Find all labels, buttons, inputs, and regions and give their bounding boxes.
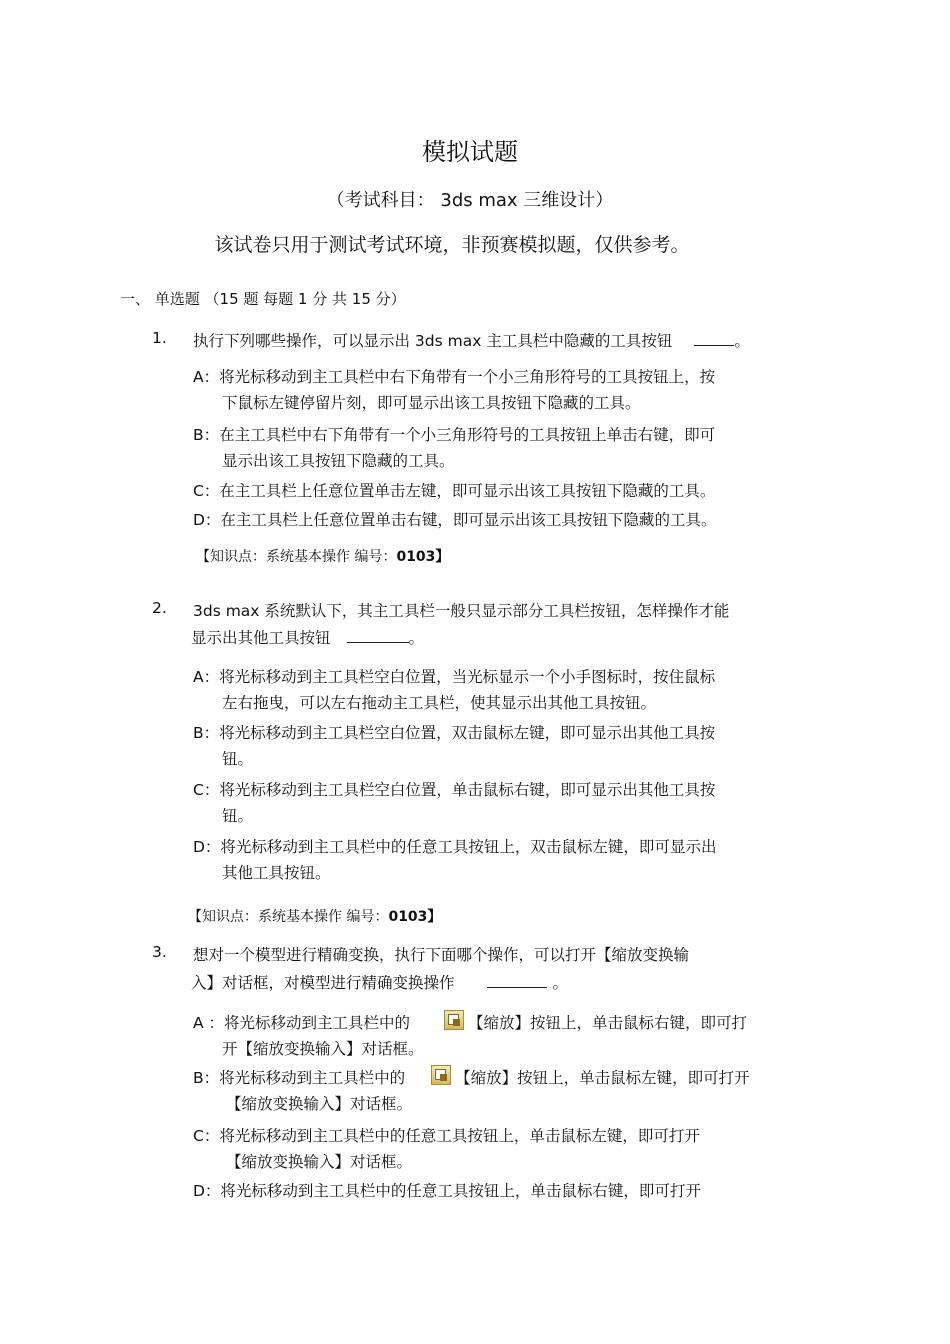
question-end: 。	[734, 332, 750, 350]
question-number: 1.	[152, 329, 167, 347]
option-c: C：将光标移动到主工具栏中的任意工具按钮上，单击鼠标左键，即可打开	[193, 1127, 700, 1145]
option-a-cont: 开【缩放变换输入】对话框。	[222, 1040, 424, 1058]
scale-tool-icon	[431, 1065, 451, 1085]
question-end: 。	[408, 629, 425, 647]
question-stem: 执行下列哪些操作，可以显示出 3ds max 主工具栏中隐藏的工具按钮	[193, 332, 673, 350]
question-stem: 显示出其他工具按钮	[191, 629, 331, 647]
option-d: D：将光标移动到主工具栏中的任意工具按钮上，单击鼠标右键，即可打开	[193, 1182, 701, 1200]
option-b-cont: 【缩放变换输入】对话框。	[226, 1095, 413, 1113]
answer-blank	[487, 987, 547, 988]
question-number: 3.	[152, 943, 167, 961]
option-c: C：在主工具栏上任意位置单击左键，即可显示出该工具按钮下隐藏的工具。	[193, 482, 716, 500]
option-c-cont: 钮。	[222, 807, 254, 825]
option-a: A：将光标移动到主工具栏中右下角带有一个小三角形符号的工具按钮上，按	[193, 368, 716, 386]
option-a: A：将光标移动到主工具栏空白位置，当光标显示一个小手图标时，按住鼠标	[193, 668, 716, 686]
section-heading: 一、 单选题 （15 题 每题 1 分 共 15 分）	[120, 290, 406, 308]
option-a-cont: 下鼠标左键停留片刻，即可显示出该工具按钮下隐藏的工具。	[222, 394, 641, 412]
option-b: B：将光标移动到主工具栏空白位置，双击鼠标左键，即可显示出其他工具按	[193, 724, 716, 742]
option-a-text: A ：将光标移动到主工具栏中的	[193, 1014, 411, 1032]
question-text-cont	[191, 971, 568, 993]
question-text-cont	[191, 626, 424, 648]
option-b-cont: 钮。	[222, 750, 254, 768]
option-d: D：将光标移动到主工具栏中的任意工具按钮上，双击鼠标左键，即可显示出	[193, 838, 717, 856]
knowledge-point	[196, 546, 449, 566]
option-a-text-post: 【缩放】按钮上，单击鼠标右键，即可打	[468, 1014, 748, 1032]
answer-blank	[694, 345, 734, 346]
scale-tool-icon	[444, 1010, 464, 1030]
option-c: C：将光标移动到主工具栏空白位置，单击鼠标右键，即可显示出其他工具按	[193, 781, 716, 799]
option-d-cont: 其他工具按钮。	[222, 864, 331, 882]
question-text	[193, 329, 750, 351]
knowledge-code: 0103】	[396, 549, 450, 565]
knowledge-label: 【知识点：系统基本操作 编号：	[196, 549, 397, 565]
option-b: B：在主工具栏中右下角带有一个小三角形符号的工具按钮上单击右键，即可	[193, 426, 716, 444]
question-stem: 入】对话框，对模型进行精确变换操作	[191, 974, 455, 992]
knowledge-point	[188, 906, 441, 926]
question-number: 2.	[152, 599, 167, 617]
exam-subject: （考试科目： 3ds max 三维设计）	[326, 190, 614, 211]
option-b	[193, 1065, 750, 1091]
question-text: 想对一个模型进行精确变换，执行下面哪个操作，可以打开【缩放变换输	[193, 946, 690, 964]
exam-notice: 该试卷只用于测试考试环境，非预赛模拟题，仅供参考。	[214, 234, 690, 256]
page-title: 模拟试题	[422, 138, 518, 166]
question-end: 。	[552, 974, 569, 992]
knowledge-code: 0103】	[388, 909, 442, 925]
option-d: D：在主工具栏上任意位置单击右键，即可显示出该工具按钮下隐藏的工具。	[193, 511, 717, 529]
option-b-text: B：将光标移动到主工具栏中的	[193, 1069, 406, 1087]
option-a-cont: 左右拖曳，可以左右拖动主工具栏，使其显示出其他工具按钮。	[222, 694, 657, 712]
question-text: 3ds max 系统默认下，其主工具栏一般只显示部分工具栏按钮，怎样操作才能	[193, 602, 730, 620]
knowledge-label: 【知识点：系统基本操作 编号：	[188, 909, 389, 925]
option-b-cont: 显示出该工具按钮下隐藏的工具。	[222, 452, 455, 470]
answer-blank	[347, 642, 409, 643]
option-b-text-post: 【缩放】按钮上，单击鼠标左键，即可打开	[455, 1069, 750, 1087]
option-c-cont: 【缩放变换输入】对话框。	[226, 1153, 413, 1171]
option-a	[193, 1010, 747, 1036]
